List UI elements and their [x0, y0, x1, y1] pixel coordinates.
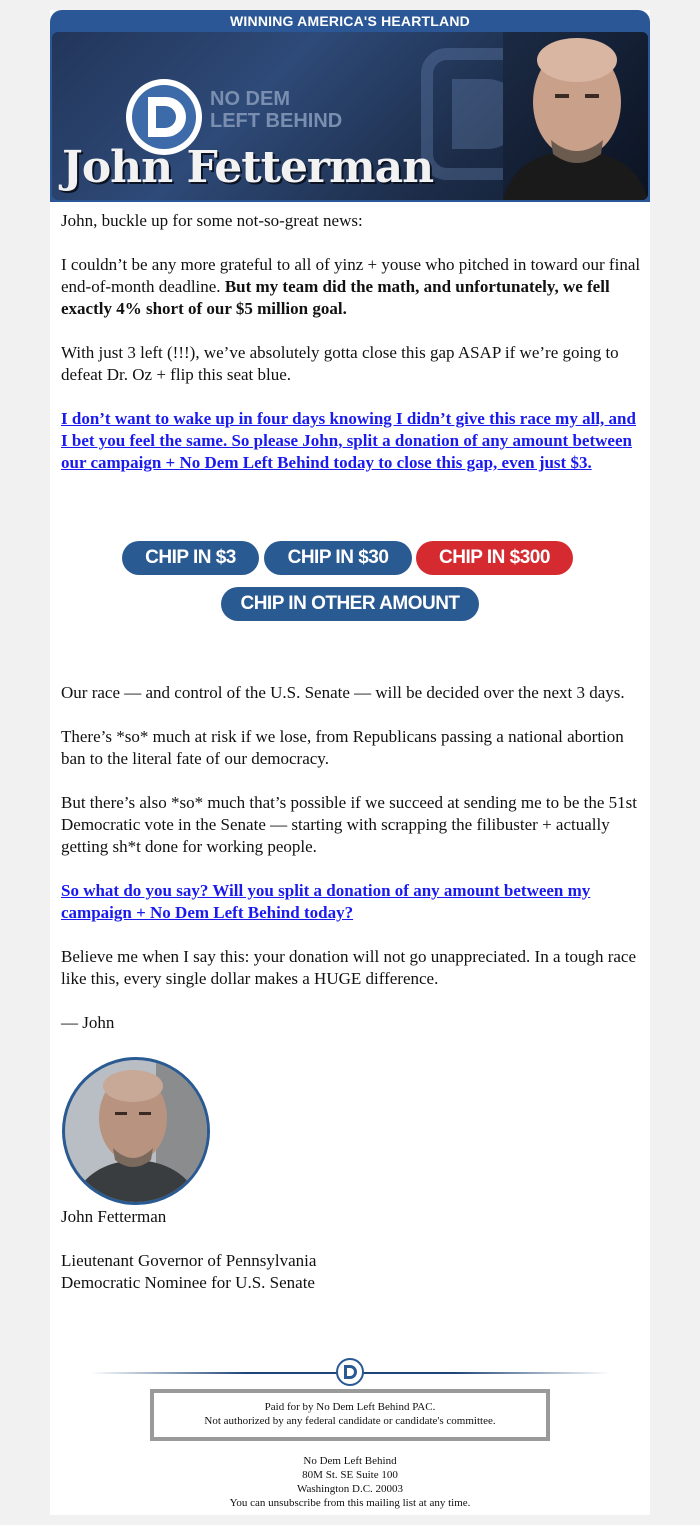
greeting: John, buckle up for some not-so-great news:	[61, 211, 363, 230]
org-name	[210, 88, 342, 132]
address-city: Washington D.C. 20003	[296, 1483, 404, 1495]
signoff: — John	[61, 1013, 115, 1032]
paragraph-1	[61, 254, 641, 320]
candidate-portrait	[503, 32, 648, 200]
donation-appeal-2	[61, 880, 641, 924]
signature-name: John Fetterman	[61, 1207, 167, 1226]
paragraph-4: There’s *so* much at risk if we lose, from Republicans passing a national abortion ban to the literal fate of our democracy.	[61, 727, 624, 768]
paragraph-3: Our race — and control of the U.S. Senate — will be decided over the next 3 days.	[61, 683, 625, 702]
footer-d-logo-icon	[336, 1358, 364, 1386]
paid-for-line: Paid for by No Dem Left Behind PAC.	[264, 1401, 436, 1413]
chip-in-3-button[interactable]: CHIP IN $3	[122, 541, 259, 575]
donation-link-2[interactable]: So what do you say? Will you split a donation of any amount between my campaign + No Dem Left Behind today?	[61, 881, 591, 922]
email-container	[50, 10, 650, 1515]
paragraph-5: But there’s also *so* much that’s possible if we succeed at sending me to be the 51st Democratic vote in the Senate — starting with scrapping the filibuster + actually getting sh*t done for working people.	[61, 793, 637, 856]
chip-in-other-button[interactable]: CHIP IN OTHER AMOUNT	[221, 587, 479, 621]
banner-artwork	[52, 32, 648, 200]
not-authorized-line: Not authorized by any federal candidate or candidate's committee.	[204, 1415, 496, 1427]
org-name-line1: NO DEM	[210, 88, 290, 110]
address-org: No Dem Left Behind	[303, 1455, 397, 1467]
mailing-address	[50, 1454, 650, 1510]
paragraph-1-bold: But my team did the math, and unfortunately, we fell exactly 4% short of our $5 million goal.	[61, 277, 610, 318]
donation-appeal	[61, 408, 641, 474]
paragraph-1-text: I couldn’t be any more grateful to all of yinz + youse who pitched in toward our final end-of-month deadline.	[61, 255, 641, 296]
signature-block	[61, 1206, 641, 1294]
address-street: 80M St. SE Suite 100	[302, 1469, 398, 1481]
donation-link-1[interactable]: I don’t want to wake up in four days knowing I didn’t give this race my all, and I bet you feel the same. So please John, split a donation of any amount between our campaign + No Dem Left Behind today to close this gap, even just $3.	[61, 409, 636, 472]
signature-title-2: Democratic Nominee for U.S. Senate	[61, 1273, 315, 1292]
chip-in-30-button[interactable]: CHIP IN $30	[264, 541, 412, 575]
email-body	[61, 210, 641, 496]
banner-tagline: WINNING AMERICA'S HEARTLAND	[230, 13, 470, 29]
candidate-name-title: John Fetterman	[62, 142, 434, 193]
unsubscribe-text: You can unsubscribe from this mailing list at any time.	[229, 1497, 471, 1509]
signature-title-1: Lieutenant Governor of Pennsylvania	[61, 1251, 317, 1270]
paragraph-6: Believe me when I say this: your donation will not go unappreciated. In a tough race like this, every single dollar makes a HUGE difference.	[61, 947, 637, 988]
paragraph-2: With just 3 left (!!!), we’ve absolutely gotta close this gap ASAP if we’re going to defeat Dr. Oz + flip this seat blue.	[61, 343, 619, 384]
email-body-continued	[61, 682, 641, 1034]
header-banner	[50, 10, 650, 202]
signature-portrait	[61, 1056, 211, 1206]
paid-for-disclaimer	[150, 1389, 550, 1441]
org-name-line2: LEFT BEHIND	[210, 110, 343, 132]
chip-in-300-button[interactable]: CHIP IN $300	[416, 541, 573, 575]
